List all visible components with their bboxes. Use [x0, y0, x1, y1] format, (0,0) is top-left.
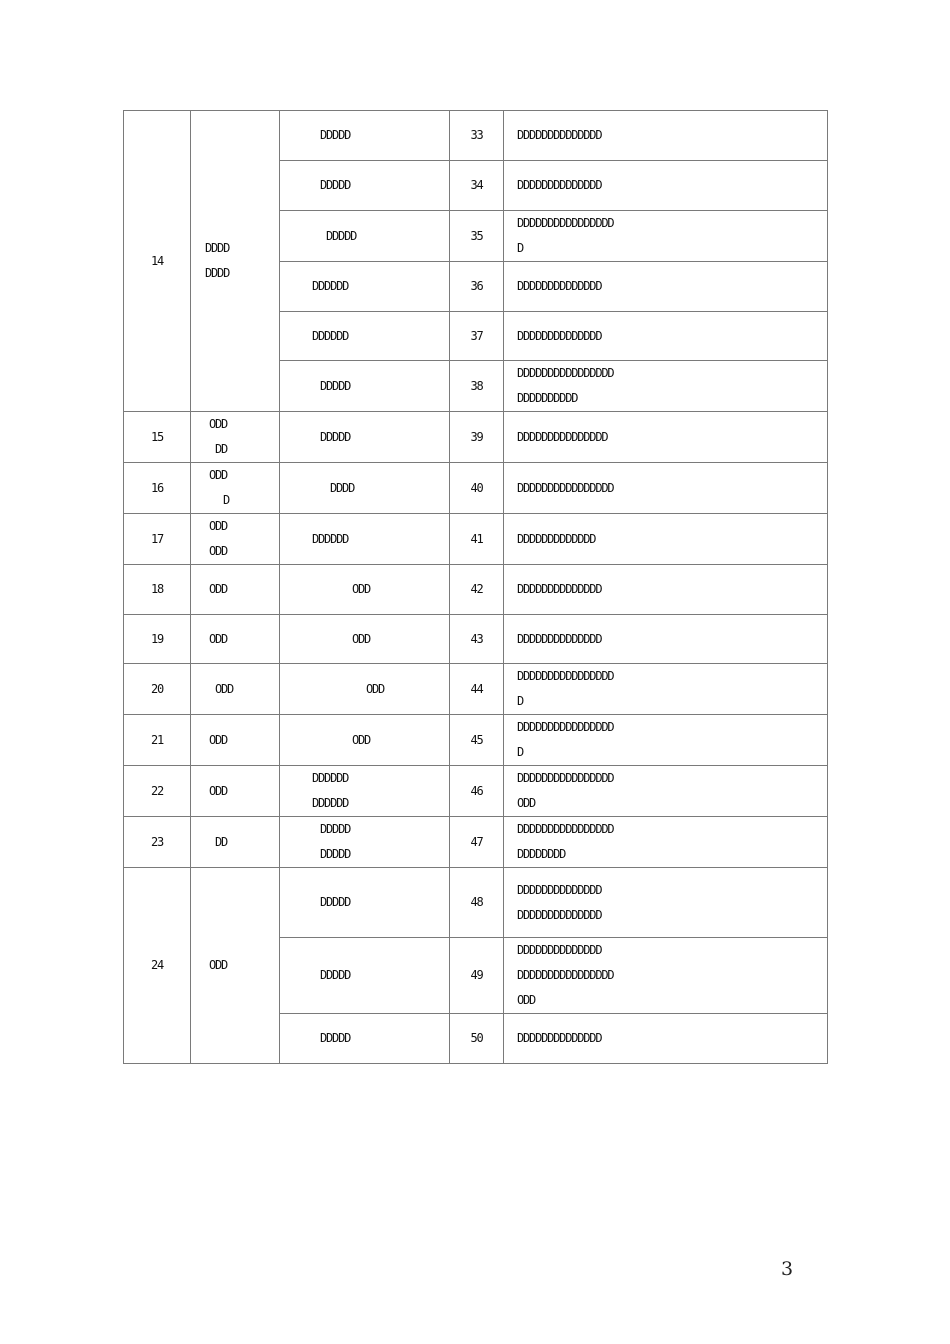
description: DDDDDDDDDDDDDDDD	[504, 463, 828, 514]
sub-item: DDDDD	[280, 361, 450, 412]
description: DDDDDDDDDDDDDD	[504, 312, 828, 361]
table-row	[124, 766, 828, 817]
table-row	[124, 514, 828, 565]
sub-item: DDDDD	[280, 868, 450, 938]
sub-item: DDDDD	[280, 412, 450, 463]
index-number: 41	[450, 514, 504, 565]
description: DDDDDDDDDDDDDD	[504, 565, 828, 615]
table-row	[124, 664, 828, 715]
sub-item: DDDDDD DDDDDD	[280, 766, 450, 817]
description: DDDDDDDDDDDDDD DDDDDDDDDDDDDD	[504, 868, 828, 938]
row-number: 23	[124, 817, 191, 868]
sub-item: DDDDD	[280, 1014, 450, 1064]
row-number: 17	[124, 514, 191, 565]
table-row	[124, 615, 828, 664]
sub-item: ODD	[280, 615, 450, 664]
sub-item: DDDDD	[280, 938, 450, 1014]
table-row	[124, 817, 828, 868]
sub-item: DDDD	[280, 463, 450, 514]
index-number: 33	[450, 111, 504, 161]
item-name: ODD	[191, 615, 280, 664]
index-number: 47	[450, 817, 504, 868]
item-name: DDDD DDDD	[191, 111, 280, 412]
index-number: 42	[450, 565, 504, 615]
row-number: 18	[124, 565, 191, 615]
sub-item: DDDDD	[280, 161, 450, 211]
description: DDDDDDDDDDDDDDDD DDDDDDDD	[504, 817, 828, 868]
description: DDDDDDDDDDDDDD DDDDDDDDDDDDDDDD ODD	[504, 938, 828, 1014]
row-number: 19	[124, 615, 191, 664]
row-number: 21	[124, 715, 191, 766]
table-row	[124, 715, 828, 766]
description: DDDDDDDDDDDDDDDD D	[504, 664, 828, 715]
item-name: ODD	[191, 868, 280, 1064]
description: DDDDDDDDDDDDDDDD ODD	[504, 766, 828, 817]
item-name: ODD	[191, 766, 280, 817]
table-row	[124, 565, 828, 615]
item-name: DD	[191, 817, 280, 868]
description: DDDDDDDDDDDDDD	[504, 1014, 828, 1064]
item-name: ODD DD	[191, 412, 280, 463]
row-number: 16	[124, 463, 191, 514]
index-number: 39	[450, 412, 504, 463]
row-number: 22	[124, 766, 191, 817]
row-number: 20	[124, 664, 191, 715]
row-number: 14	[124, 111, 191, 412]
sub-item: DDDDD	[280, 111, 450, 161]
index-number: 48	[450, 868, 504, 938]
item-name: ODD	[191, 565, 280, 615]
table-row	[124, 412, 828, 463]
index-number: 35	[450, 211, 504, 262]
description: DDDDDDDDDDDDDDDD D	[504, 211, 828, 262]
table-row	[124, 868, 828, 938]
index-number: 50	[450, 1014, 504, 1064]
page-number: 3	[781, 1258, 794, 1280]
description: DDDDDDDDDDDDD	[504, 514, 828, 565]
index-number: 36	[450, 262, 504, 312]
description: DDDDDDDDDDDDDD	[504, 111, 828, 161]
description: DDDDDDDDDDDDDDDD D	[504, 715, 828, 766]
description: DDDDDDDDDDDDDDD	[504, 412, 828, 463]
index-number: 49	[450, 938, 504, 1014]
sub-item: DDDDDD	[280, 262, 450, 312]
sub-item: DDDDD DDDDD	[280, 817, 450, 868]
sub-item: DDDDDD	[280, 312, 450, 361]
index-number: 45	[450, 715, 504, 766]
table-row	[124, 111, 828, 161]
index-number: 43	[450, 615, 504, 664]
index-number: 38	[450, 361, 504, 412]
description: DDDDDDDDDDDDDD	[504, 262, 828, 312]
sub-item: ODD	[280, 664, 450, 715]
item-name: ODD	[191, 664, 280, 715]
sub-item: DDDDDD	[280, 514, 450, 565]
description: DDDDDDDDDDDDDDDD DDDDDDDDDD	[504, 361, 828, 412]
sub-item: DDDDD	[280, 211, 450, 262]
table-row	[124, 463, 828, 514]
index-number: 34	[450, 161, 504, 211]
item-name: ODD	[191, 715, 280, 766]
row-number: 15	[124, 412, 191, 463]
index-number: 46	[450, 766, 504, 817]
data-table	[123, 110, 828, 1064]
description: DDDDDDDDDDDDDD	[504, 615, 828, 664]
item-name: ODD ODD	[191, 514, 280, 565]
sub-item: ODD	[280, 715, 450, 766]
sub-item: ODD	[280, 565, 450, 615]
description: DDDDDDDDDDDDDD	[504, 161, 828, 211]
row-number: 24	[124, 868, 191, 1064]
item-name: ODD D	[191, 463, 280, 514]
index-number: 40	[450, 463, 504, 514]
index-number: 37	[450, 312, 504, 361]
index-number: 44	[450, 664, 504, 715]
